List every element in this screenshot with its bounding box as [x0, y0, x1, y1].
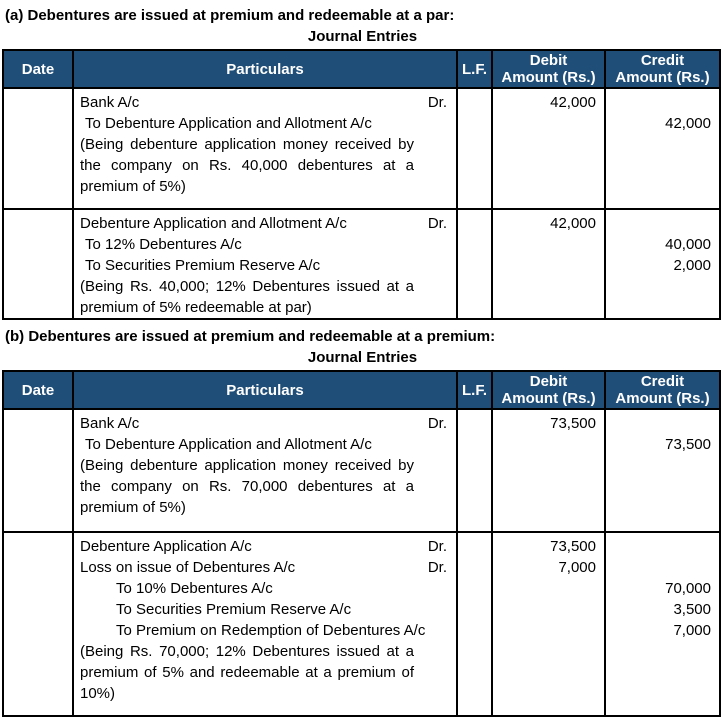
credit-column-label-line1: Credit — [640, 373, 685, 390]
lf-column-header — [456, 372, 491, 408]
credit-amount-cell — [604, 89, 719, 208]
account-name: Loss on issue of Debentures A/c — [80, 559, 296, 576]
account-name: Bank A/c — [80, 415, 140, 432]
particulars-column-label: Particulars — [226, 381, 304, 399]
lf-cell — [456, 210, 491, 318]
section-a-heading: (a) Debentures are issued at premium and redeemable at a par: — [5, 7, 455, 24]
credit-amount — [608, 536, 711, 557]
debit-column-header — [491, 51, 604, 87]
table-header-row — [4, 372, 719, 408]
journal-entry-row — [4, 87, 719, 208]
account-line — [80, 213, 456, 234]
debit-amount-cell — [491, 89, 604, 208]
account-name: Debenture Application A/c — [80, 538, 252, 555]
debit-amount: 7,000 — [558, 559, 596, 576]
credit-column-label-line1: Credit — [640, 52, 685, 69]
account-name: To Debenture Application and Allotment A/c — [85, 115, 372, 132]
narration-text: (Being debenture application money received by the company on Rs. 70,000 debentures at a premium of 5%) — [80, 457, 414, 516]
debit-amount: 42,000 — [550, 94, 596, 111]
account-name: Bank A/c — [80, 94, 140, 111]
account-name: To 12% Debentures A/c — [85, 236, 242, 253]
lf-cell — [456, 410, 491, 531]
lf-column-label: L.F. — [462, 381, 487, 399]
debit-column-label-line1: Debit — [529, 52, 568, 69]
lf-column-label: L.F. — [462, 60, 487, 78]
date-column-label: Date — [21, 381, 55, 399]
date-column-label: Date — [21, 60, 55, 78]
debit-amount — [495, 113, 596, 134]
debit-amount: 73,500 — [550, 538, 596, 555]
credit-amount: 42,000 — [665, 115, 711, 132]
account-name: To Securities Premium Reserve A/c — [116, 601, 352, 618]
account-line — [80, 92, 456, 113]
section-a — [2, 6, 723, 320]
credit-column-header — [604, 51, 719, 87]
credit-amount: 73,500 — [665, 436, 711, 453]
account-name: To Debenture Application and Allotment A/c — [85, 436, 372, 453]
account-line — [80, 113, 456, 134]
account-line — [80, 434, 456, 455]
journal-entry-row — [4, 408, 719, 531]
credit-amount — [608, 213, 711, 234]
account-name: Debenture Application and Allotment A/c — [80, 215, 347, 232]
account-name: To Securities Premium Reserve A/c — [85, 257, 321, 274]
account-line — [80, 620, 456, 641]
debit-amount: 73,500 — [550, 415, 596, 432]
table-header-row — [4, 51, 719, 87]
date-cell — [4, 410, 72, 531]
account-line — [80, 536, 456, 557]
account-name: To Premium on Redemption of Debentures A/c — [116, 622, 426, 639]
particulars-cell — [72, 210, 456, 318]
narration-text: (Being debenture application money received by the company on Rs. 40,000 debentures at a premium of 5%) — [80, 136, 414, 195]
date-column-header — [4, 372, 72, 408]
journal-table-b — [2, 370, 721, 717]
credit-amount — [608, 92, 711, 113]
debit-amount — [495, 234, 596, 255]
account-line — [80, 255, 456, 276]
credit-amount-cell — [604, 410, 719, 531]
account-line — [80, 413, 456, 434]
dr-label: Dr. — [427, 538, 447, 555]
credit-amount: 7,000 — [673, 622, 711, 639]
journal-entries-title-b: Journal Entries — [307, 349, 418, 366]
credit-column-label-line2: Amount (Rs.) — [615, 390, 710, 407]
journal-table-a — [2, 49, 721, 320]
journal-entries-title-a: Journal Entries — [307, 28, 418, 45]
lf-cell — [456, 89, 491, 208]
credit-amount-cell — [604, 210, 719, 318]
debit-amount — [495, 620, 596, 641]
particulars-column-header — [72, 372, 456, 408]
account-line — [80, 557, 456, 578]
debit-column-header — [491, 372, 604, 408]
account-line — [80, 599, 456, 620]
narration-text: (Being Rs. 40,000; 12% Debentures issued at a premium of 5% redeemable at par) — [80, 278, 414, 316]
credit-amount: 70,000 — [665, 580, 711, 597]
debit-amount-cell — [491, 210, 604, 318]
particulars-cell — [72, 89, 456, 208]
credit-column-header — [604, 372, 719, 408]
debit-amount — [495, 434, 596, 455]
date-cell — [4, 210, 72, 318]
debit-amount-cell — [491, 410, 604, 531]
dr-label: Dr. — [427, 215, 447, 232]
account-line — [80, 234, 456, 255]
credit-amount — [608, 557, 711, 578]
lf-column-header — [456, 51, 491, 87]
debit-amount — [495, 255, 596, 276]
credit-amount — [608, 413, 711, 434]
account-name: To 10% Debentures A/c — [116, 580, 273, 597]
credit-amount: 2,000 — [673, 257, 711, 274]
dr-label: Dr. — [427, 415, 447, 432]
dr-label: Dr. — [427, 94, 447, 111]
section-b-heading: (b) Debentures are issued at premium and redeemable at a premium: — [5, 328, 496, 345]
date-cell — [4, 89, 72, 208]
debit-amount: 42,000 — [550, 215, 596, 232]
journal-entry-row — [4, 208, 719, 318]
narration-text: (Being Rs. 70,000; 12% Debentures issued at a premium of 5% and redeemable at a premium of 10%) — [80, 643, 414, 702]
dr-label: Dr. — [427, 559, 447, 576]
journal-entry-row — [4, 531, 719, 715]
particulars-cell — [72, 410, 456, 531]
debit-column-label-line2: Amount (Rs.) — [501, 390, 596, 407]
credit-amount: 40,000 — [665, 236, 711, 253]
debit-column-label-line1: Debit — [529, 373, 568, 390]
date-column-header — [4, 51, 72, 87]
particulars-column-label: Particulars — [226, 60, 304, 78]
particulars-column-header — [72, 51, 456, 87]
section-b — [2, 327, 723, 717]
credit-column-label-line2: Amount (Rs.) — [615, 69, 710, 86]
debit-column-label-line2: Amount (Rs.) — [501, 69, 596, 86]
credit-amount: 3,500 — [673, 601, 711, 618]
debit-amount — [495, 578, 596, 599]
debit-amount — [495, 599, 596, 620]
account-line — [80, 578, 456, 599]
